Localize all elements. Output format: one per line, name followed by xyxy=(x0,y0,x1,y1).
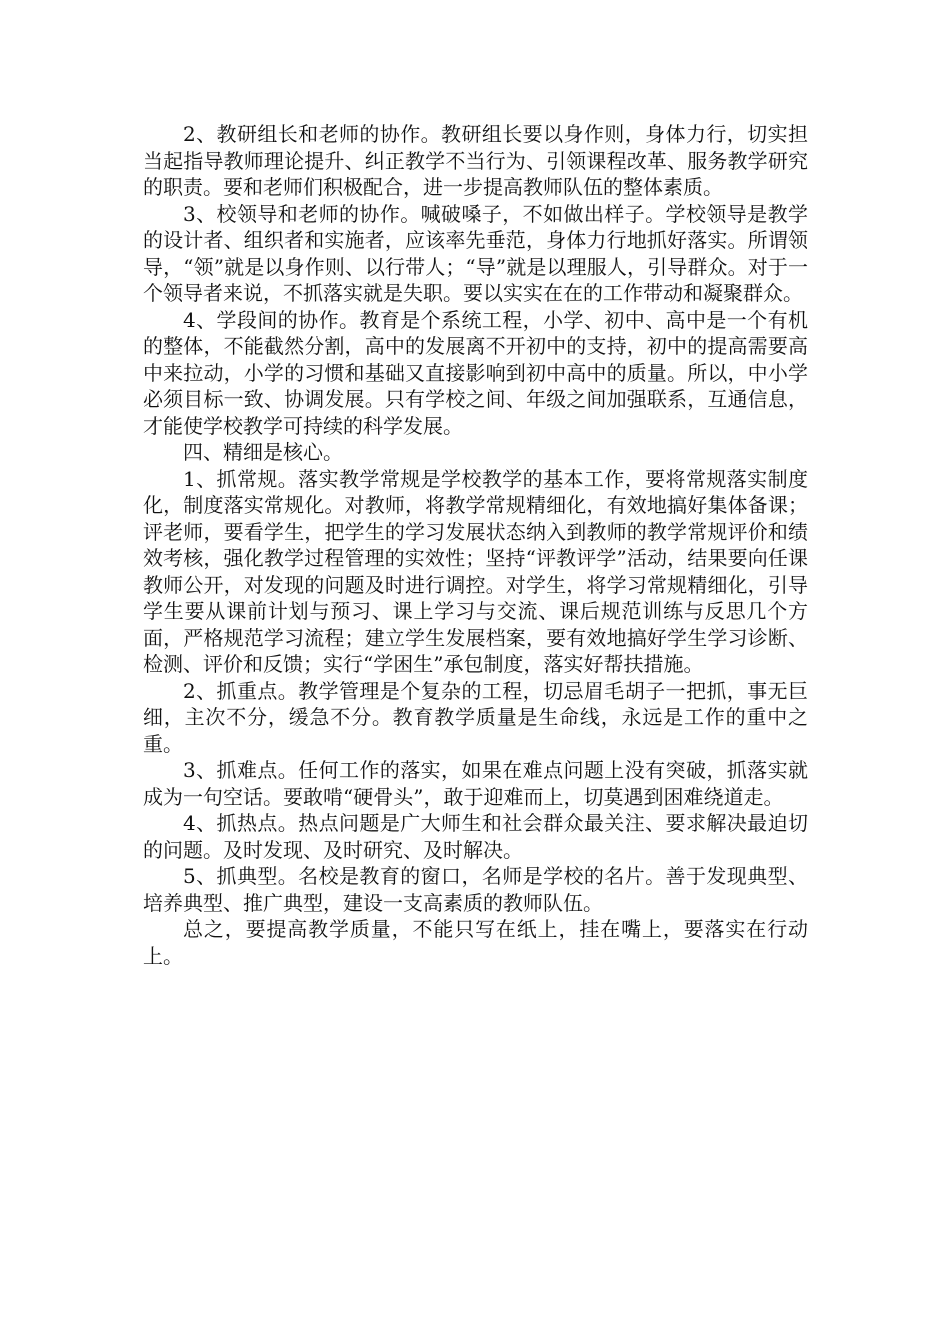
paragraph-teaching-research-leader-cooperation: 2、教研组长和老师的协作。教研组长要以身作则，身体力行，切实担当起指导教师理论提升、纠正教学不当行为、引领课程改革、服务教学研究的职责。要和老师们积极配合，进一步提高教师队伍的整体素质。 xyxy=(143,122,808,199)
paragraph-grasp-key-points: 2、抓重点。教学管理是个复杂的工程，切忌眉毛胡子一把抓，事无巨细，主次不分，缓急不分。教育教学质量是生命线，永远是工作的重中之重。 xyxy=(143,678,808,756)
paragraph-grasp-models: 5、抓典型。名校是教育的窗口，名师是学校的名片。善于发现典型、培养典型、推广典型，建设一支高素质的教师队伍。 xyxy=(143,864,808,915)
paragraph-school-leader-cooperation: 3、校领导和老师的协作。喊破嗓子，不如做出样子。学校领导是教学的设计者、组织者和实施者，应该率先垂范，身体力行地抓好落实。所谓领导，“领”就是以身作则、以行带人；“导”就是以理服人，引导群众。对于一个领导者来说，不抓落实就是失职。要以实实在在的工作带动和凝聚群众。 xyxy=(143,201,808,305)
section-heading-precision-core: 四、精细是核心。 xyxy=(183,440,343,464)
paragraph-grasp-hot-issues: 4、抓热点。热点问题是广大师生和社会群众最关注、要求解决最迫切的问题。及时发现、及时研究、及时解决。 xyxy=(143,811,808,862)
paragraph-grasp-difficulties: 3、抓难点。任何工作的落实，如果在难点问题上没有突破，抓落实就成为一句空话。要敢啃“硬骨头”，敢于迎难而上，切莫遇到困难绕道走。 xyxy=(143,758,808,809)
paragraph-grasp-routine: 1、抓常规。落实教学常规是学校教学的基本工作，要将常规落实制度化，制度落实常规化。对教师，将教学常规精细化，有效地搞好集体备课；评老师，要看学生，把学生的学习发展状态纳入到教师的教学常规评价和绩效考核，强化教学过程管理的实效性；坚持“评教评学”活动，结果要向任课教师公开，对发现的问题及时进行调控。对学生，将学习常规精细化，引导学生要从课前计划与预习、课上学习与交流、课后规范训练与反思几个方面，严格规范学习流程；建立学生发展档案，要有效地搞好学生学习诊断、检测、评价和反馈；实行“学困生”承包制度，落实好帮扶措施。 xyxy=(143,466,808,676)
paragraph-conclusion: 总之，要提高教学质量，不能只写在纸上，挂在嘴上，要落实在行动上。 xyxy=(143,917,808,968)
document-body xyxy=(143,121,808,969)
paragraph-school-stage-cooperation: 4、学段间的协作。教育是个系统工程，小学、初中、高中是一个有机的整体，不能截然分割，高中的发展离不开初中的支持，初中的提高需要高中来拉动，小学的习惯和基础又直接影响到初中高中的质量。所以，中小学必须目标一致、协调发展。只有学校之间、年级之间加强联系，互通信息，才能使学校教学可持续的科学发展。 xyxy=(143,307,808,438)
